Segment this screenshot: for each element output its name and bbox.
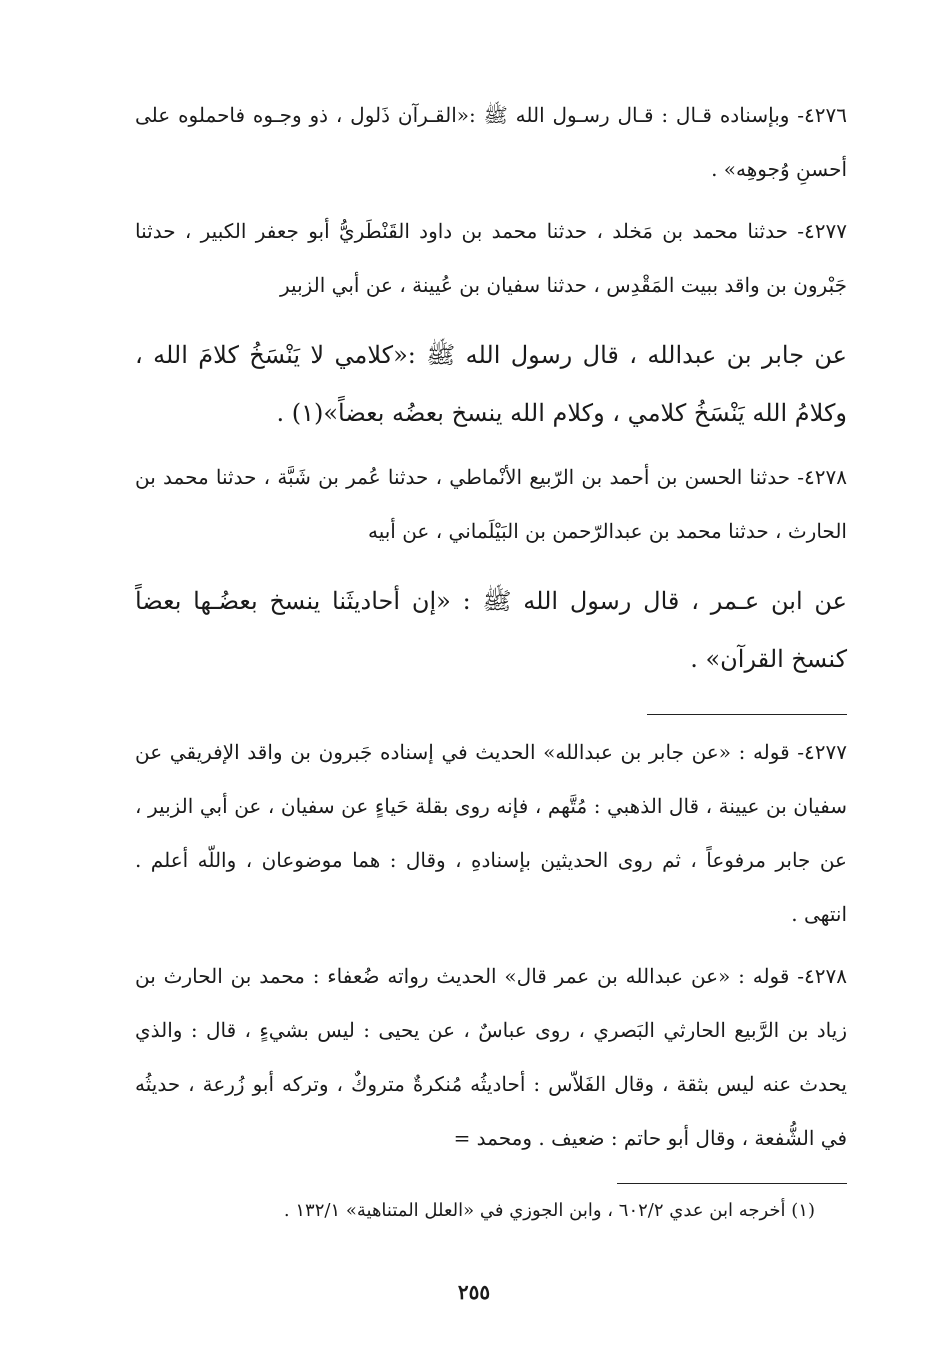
matn-4278: عن ابن عـمر ، قال رسول الله ﷺ : «إن أحاديثَنا ينسخ بعضُـها بعضاً كنسخ القرآن» . bbox=[135, 587, 847, 673]
footnote-1: (١) أخرجه ابن عدي ٦٠٢/٢ ، وابن الجوزي في «العلل المتناهية» ١٣٢/١ . bbox=[283, 1200, 815, 1221]
hadith-4276: ٤٢٧٦- وبإسناده قـال : قـال رسـول الله ﷺ :«القـرآن ذَلول ، ذو وجـوه فاحملوه على أحسنِ وُجوهِه» . bbox=[135, 103, 847, 181]
footnote-separator bbox=[617, 1183, 847, 1184]
page-body bbox=[135, 88, 847, 1232]
isnad-4278: ٤٢٧٨- حدثنا الحسن بن أحمد بن الرّبيع الأنْماطي ، حدثنا عُمر بن شَبَّة ، حدثنا محمد بن الحارث ، حدثنا محمد بن عبدالرّحمن بن البَيْلَماني ، عن أبيه bbox=[135, 465, 847, 543]
matn-4277: عن جابر بن عبدالله ، قال رسول الله ﷺ :«كلامي لا يَنْسَخُ كلامَ الله ، وكلامُ الله يَنْسَخُ كلامي ، وكلام الله ينسخ بعضُه بعضاً»(١) . bbox=[135, 341, 847, 427]
page-number: ٢٥٥ bbox=[457, 1280, 491, 1304]
commentary-separator bbox=[647, 714, 847, 715]
commentary-4277: ٤٢٧٧- قوله : «عن جابر بن عبدالله» الحديث في إسناده جَبرون بن واقد الإفريقي عن سفيان بن عيينة ، قال الذهبي : مُتَّهم ، فإنه روى بقلة حَياءٍ عن سفيان ، عن أبي الزبير ، عن جابر مرفوعاً ، ثم روى الحديثين بإسنادهِ ، وقال : هما موضوعان ، واللّه أعلم . انتهى . bbox=[135, 740, 847, 926]
commentary-4278: ٤٢٧٨- قوله : «عن عبدالله بن عمر قال» الحديث رواته ضُعفاء : محمد بن الحارث بن زياد بن الرَّبيع الحارثي البَصري ، روى عباسٌ ، عن يحيى : ليس بشيءٍ ، قال : والذي يحدث عنه ليس بثقة ، وقال الفَلاّس : أحاديثُه مُنكرةٌ متروكٌ ، وترکه أبو زُرعة ، حديثُه في الشُّفعة ، وقال أبو حاتم : ضعيف . ومحمد = bbox=[135, 964, 847, 1150]
isnad-4277: ٤٢٧٧- حدثنا محمد بن مَخلد ، حدثنا محمد بن داود القَنْطَريُّ أبو جعفر الكبير ، حدثنا جَبْرون بن واقد ببيت المَقْدِس ، حدثنا سفيان بن عُيينة ، عن أبي الزبير bbox=[135, 219, 847, 297]
